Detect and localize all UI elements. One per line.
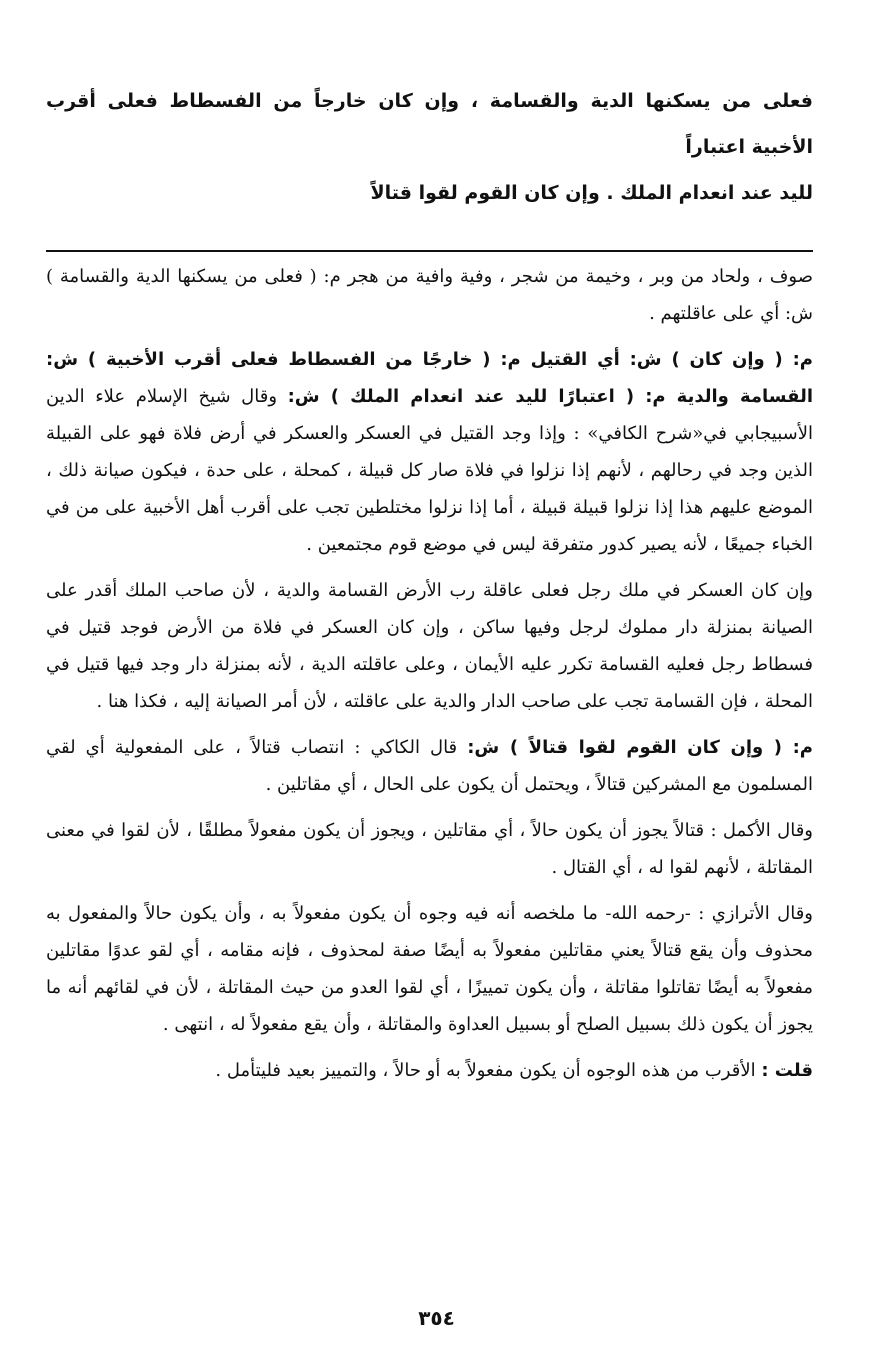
book-page: [46, 78, 813, 1371]
qultu-label: قلت :: [761, 1060, 813, 1081]
commentary-paragraph: [46, 258, 813, 332]
matn-line-1: فعلى من يسكنها الدية والقسامة ، وإن كان خارجاً من الفسطاط فعلى أقرب الأخبية اعتباراً: [46, 90, 813, 158]
paragraph-text: وقال شيخ الإسلام علاء الدين الأسبيجابي في«شرح الكافي» : وإذا وجد القتيل في العسكر والعسكر في أرض فلاة فهو على القبيلة الذين وجد في رحالهم ، لأنهم إذا نزلوا في فلاة صار كل قبيلة ، كمحلة ، على حدة ، فيكون صيانة ذلك ، الموضع عليهم هذا إذا نزلوا قبيلة قبيلة ، أما إذا نزلوا مختلطين تجب على أقرب أهل الأخبية على من في الخباء جميعًا ، لأنه يصير كدور متفرقة ليس في موضع قوم مجتمعين .: [46, 386, 813, 555]
commentary-paragraph: [46, 729, 813, 803]
commentary-paragraph: [46, 812, 813, 886]
matn-quote: م: ( وإن كان ) ش: أي القتيل م: ( خارجًا من الفسطاط فعلى أقرب الأخبية ) ش: القسامة والدية م: ( اعتبارًا لليد عند انعدام الملك ) ش:: [46, 349, 813, 407]
commentary-paragraph: [46, 341, 813, 563]
section-divider: [46, 250, 813, 252]
commentary-block: [46, 258, 813, 1089]
paragraph-text: قال الكاكي : انتصاب قتالاً ، على المفعولية أي لقي المسلمون مع المشركين قتالاً ، ويحتمل أن يكون على الحال ، أي مقاتلين .: [46, 737, 813, 795]
paragraph-text: وإن كان العسكر في ملك رجل فعلى عاقلة رب الأرض القسامة والدية ، لأن صاحب الملك أقدر على الصيانة بمنزلة دار مملوك لرجل وفيها ساكن ، وإن كان العسكر في فلاة من الأرض فوجد قتيل في فسطاط رجل فعليه القسامة تكرر عليه الأيمان ، وعلى عاقلته الدية ، لأنه بمنزلة دار وجد فيها قتيل في المحلة ، فإن القسامة تجب على صاحب الدار والدية على عاقلته ، لأن أمر الصيانة إليه ، فكذا هنا .: [46, 580, 813, 712]
commentary-paragraph: [46, 895, 813, 1043]
paragraph-text: صوف ، ولحاد من وبر ، وخيمة من شجر ، وفية وافية من هجر م: ( فعلى من يسكنها الدية والقسامة ) ش: أي على عاقلتهم .: [46, 266, 813, 324]
paragraph-text: وقال الأكمل : قتالاً يجوز أن يكون حالاً ، أي مقاتلين ، ويجوز أن يكون مفعولاً مطلقًا ، لأن لقوا في معنى المقاتلة ، لأنهم لقوا له ، أي القتال .: [46, 820, 814, 878]
commentary-paragraph: [46, 572, 813, 720]
matn-line-2: لليد عند انعدام الملك . وإن كان القوم لقوا قتالاً: [370, 182, 813, 204]
matn-quote: م: ( وإن كان القوم لقوا قتالاً ) ش:: [467, 737, 814, 758]
paragraph-text: وقال الأترازي : -رحمه الله- ما ملخصه أنه فيه وجوه أن يكون مفعولاً به ، وأن يكون حالاً والمفعول به محذوف وأن يقع قتالاً يعني مقاتلين مفعولاً به أيضًا صفة لمحذوف ، فإنه مقامه ، أي لقو عدوًا مقاتلين مفعولاً به أيضًا تقاتلوا مقاتلة ، وأن يكون تمييزًا ، أي لقوا العدو من حيث المقاتلة ، لأن في لقائهم أنه ما يجوز أن يكون ذلك بسبيل الصلح أو بسبيل العداوة والمقاتلة ، وأن يقع مفعولاً له ، انتهى .: [46, 903, 813, 1035]
matn-text: [46, 78, 813, 216]
page-number: ٣٥٤: [418, 1306, 455, 1330]
paragraph-text: الأقرب من هذه الوجوه أن يكون مفعولاً به أو حالاً ، والتمييز بعيد فليتأمل .: [215, 1060, 756, 1081]
commentary-paragraph: [46, 1052, 813, 1089]
